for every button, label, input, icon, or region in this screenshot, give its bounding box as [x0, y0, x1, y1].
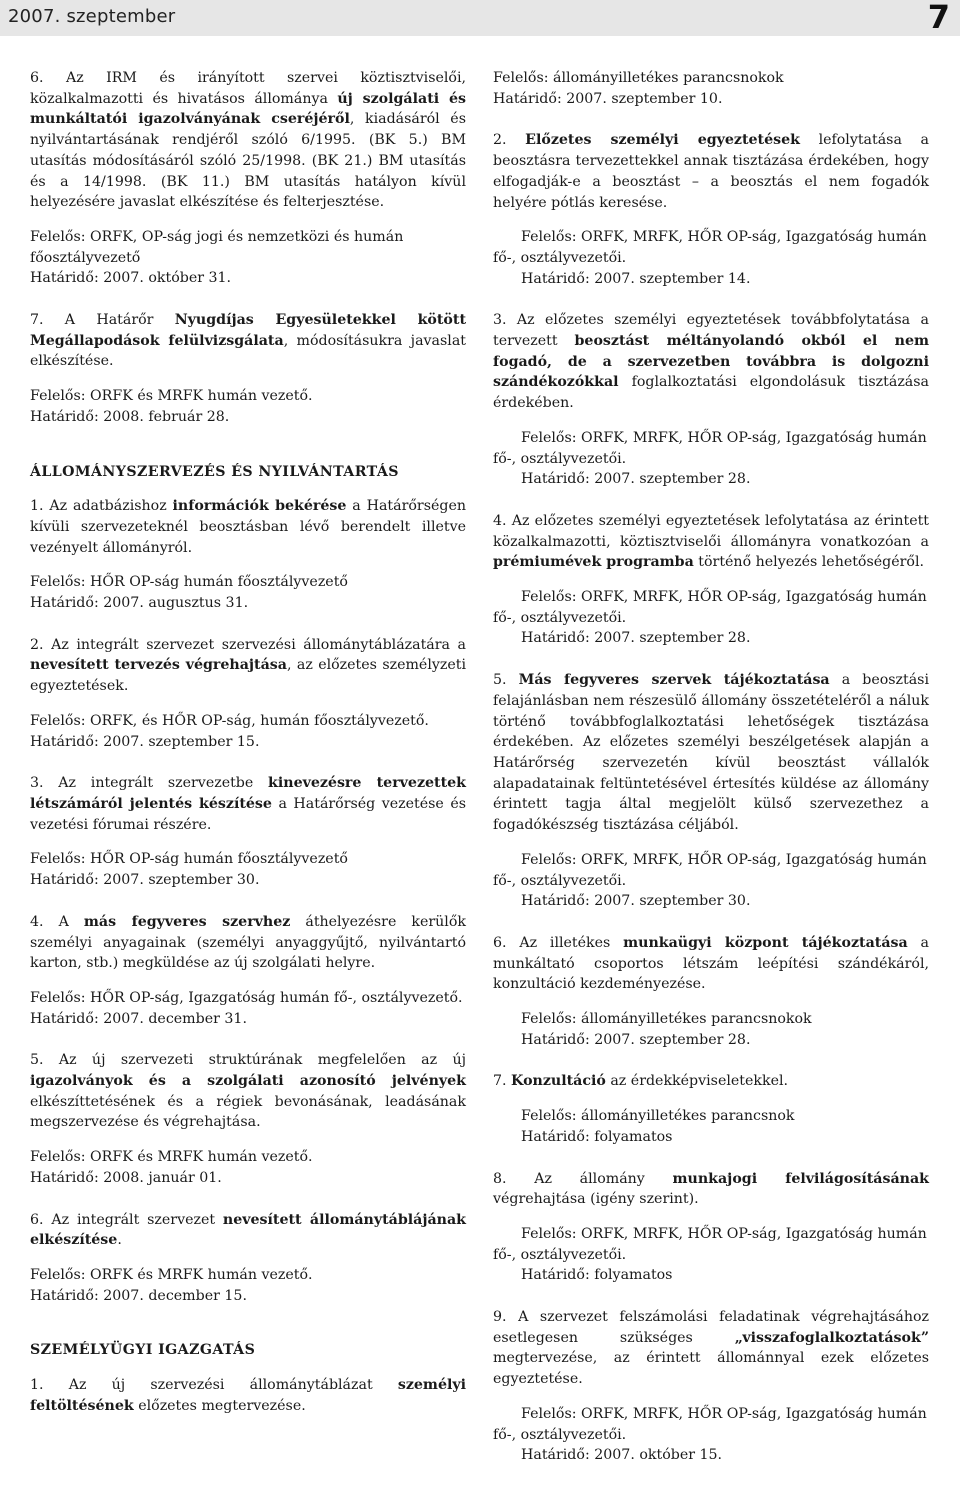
section-heading-allomanyszervezes: ÁLLOMÁNYSZERVEZÉS ÉS NYILVÁNTARTÁS: [30, 463, 399, 480]
page-number: 7: [927, 0, 950, 36]
right-column: [493, 68, 929, 1487]
deadline-label: Határidő: [521, 270, 585, 287]
szemelyugyi-item-8: 8. Az állomány munkajogi felvilágosításának végrehajtása (igény szerint).: [493, 1170, 929, 1208]
item-7-responsibility: Felelős: ORFK és MRFK humán vezető. Határidő: 2008. február 28.: [30, 388, 313, 425]
page-header: [0, 0, 960, 36]
deadline-label: Határidő: [30, 595, 94, 612]
szemelyugyi-item-2: 2. Előzetes személyi egyeztetések lefolytatása a beosztásra tervezettekkel annak tisztázása érdekében, hogy elfogadják-e a beosztást – a beosztás el nem fogadók helyére pótlás keresése.: [493, 132, 929, 211]
deadline-label: Határidő: [521, 630, 585, 647]
szemelyugyi-item-3-responsibility: Felelős: ORFK, MRFK, HŐR OP-ság, Igazgatóság humán fő-, osztályvezetői. Határidő: 2007. szeptember 28.: [493, 429, 927, 488]
responsible-label: Felelős: [521, 1011, 572, 1028]
allomany-item-3: 3. Az integrált szervezetbe kinevezésre tervezettek létszámáról jelentés készítése a Határőrség vezetése és vezetési fórumai részére.: [30, 775, 466, 833]
szemelyugyi-item-1: 1. Az új szervezési állománytáblázat személyi feltöltésének előzetes megtervezése.: [30, 1377, 466, 1414]
responsible-label: Felelős: [521, 429, 572, 446]
deadline-label: Határidő: [30, 1010, 94, 1027]
responsible-label: Felelős: [521, 851, 572, 868]
deadline-label: Határidő: [30, 872, 94, 889]
left-column: [30, 68, 466, 1430]
deadline-label: Határidő: [30, 733, 94, 750]
responsible-label: Felelős: [30, 1266, 81, 1283]
allomany-item-6-responsibility: Felelős: ORFK és MRFK humán vezető. Határidő: 2007. december 15.: [30, 1266, 313, 1304]
responsible-label: Felelős: [30, 228, 81, 245]
deadline-label: Határidő: [521, 1447, 585, 1464]
deadline-label: Határidő: [521, 1031, 585, 1048]
szemelyugyi-item-4-responsibility: Felelős: ORFK, MRFK, HŐR OP-ság, Igazgatóság humán fő-, osztályvezetői. Határidő: 2007. szeptember 28.: [493, 589, 927, 647]
szemelyugyi-item-5-responsibility: Felelős: ORFK, MRFK, HŐR OP-ság, Igazgatóság humán fő-, osztályvezetői. Határidő: 2007. szeptember 30.: [493, 851, 927, 910]
responsible-label: Felelős: [521, 589, 572, 606]
szemelyugyi-item-9-responsibility: Felelős: ORFK, MRFK, HŐR OP-ság, Igazgatóság humán fő-, osztályvezetői. Határidő: 2007. október 15.: [493, 1405, 927, 1464]
allomany-item-2: 2. Az integrált szervezet szervezési állománytáblázatára a nevesített tervezés végrehajtása, az előzetes személyzeti egyeztetések.: [30, 636, 466, 695]
allomany-item-4-responsibility: Felelős: HŐR OP-ság, Igazgatóság humán fő-, osztályvezető. Határidő: 2007. december 31.: [30, 989, 463, 1027]
responsible-label: Felelős: [30, 712, 81, 729]
responsible-label: Felelős: [30, 574, 81, 591]
szemelyugyi-item-2-responsibility: Felelős: ORFK, MRFK, HŐR OP-ság, Igazgatóság humán fő-, osztályvezetői. Határidő: 2007. szeptember 14.: [493, 229, 927, 287]
responsible-label: Felelős: [493, 70, 544, 86]
deadline-label: Határidő: [521, 1267, 585, 1284]
responsible-label: Felelős: [521, 1108, 572, 1125]
szemelyugyi-item-8-responsibility: Felelős: ORFK, MRFK, HŐR OP-ság, Igazgatóság humán fő-, osztályvezetői. Határidő: folyamatos: [493, 1225, 927, 1284]
szemelyugyi-item-3: 3. Az előzetes személyi egyeztetések továbbfolytatása a tervezett beosztást méltányolandó okból el nem fogadó, de a szervezetben továbbra is dolgozni szándékozókkal foglalkoztatási elgondolásuk tisztázása érdekében.: [493, 312, 929, 412]
szemelyugyi-item-6-responsibility: Felelős: állományilletékes parancsnokok Határidő: 2007. szeptember 28.: [521, 1011, 812, 1048]
deadline-label: Határidő: [493, 90, 557, 107]
szemelyugyi-item-9: 9. A szervezet felszámolási feladatinak végrehajtásához esetlegesen szükséges „visszafoglalkoztatások” megtervezése, az érintett állománnyal ezek előzetes egyeztetése.: [493, 1309, 929, 1388]
responsible-label: Felelős: [521, 229, 572, 246]
item-6-responsibility: Felelős: ORFK, OP-ság jogi és nemzetközi és humán főosztályvezető Határidő: 2007. október 31.: [30, 228, 404, 287]
allomany-item-3-responsibility: Felelős: HŐR OP-ság humán főosztályvezető Határidő: 2007. szeptember 30.: [30, 851, 348, 889]
deadline-label: Határidő: [30, 270, 94, 287]
allomany-item-4: 4. A más fegyveres szervhez áthelyezésre kerülők személyi anyagainak (személyi anyaggyűjtő, nyilvántartó karton, stb.) megküldése az új szolgálati helyre.: [30, 913, 466, 972]
responsible-label: Felelős: [30, 989, 81, 1006]
allomany-item-5: 5. Az új szervezeti struktúrának megfelelően az új igazolványok és a szolgálati azonosító jelvények elkészíttetésének és a régiek bevonásának, leadásának megszervezése és végrehajtása.: [30, 1052, 466, 1131]
allomany-item-5-responsibility: Felelős: ORFK és MRFK humán vezető. Határidő: 2008. január 01.: [30, 1149, 313, 1186]
header-date: 2007. szeptember: [8, 6, 176, 27]
deadline-label: Határidő: [30, 408, 94, 425]
deadline-label: Határidő: [30, 1287, 94, 1304]
responsible-label: Felelős: [30, 388, 81, 405]
responsible-label: Felelős: [521, 1405, 572, 1422]
szemelyugyi-item-6: 6. Az illetékes munkaügyi központ tájékoztatása a munkáltató csoportos létszám leépítési szándékáról, konzultáció kezdeményezése.: [493, 934, 929, 993]
allomany-item-2-responsibility: Felelős: ORFK, és HŐR OP-ság, humán főosztályvezető. Határidő: 2007. szeptember 15.: [30, 712, 429, 750]
allomany-item-1-responsibility: Felelős: HŐR OP-ság humán főosztályvezető Határidő: 2007. augusztus 31.: [30, 574, 348, 612]
szemelyugyi-item-1-responsibility: Felelős: állományilletékes parancsnokok Határidő: 2007. szeptember 10.: [493, 70, 784, 107]
szemelyugyi-item-7-responsibility: Felelős: állományilletékes parancsnok Határidő: folyamatos: [521, 1108, 795, 1145]
szemelyugyi-item-5: 5. Más fegyveres szervek tájékoztatása a beosztási felajánlásban nem részesülő állomány összetételéről a náluk történő továbbfoglalkoztatási lehetőségek tisztázása érdekében. Az előzetes személyi beszélgetések alapján a Határőrség szervezetén kívül beosztást vállalók alapadatainak feltüntetésével értesítés küldése az állomány érintett tagja által megjelölt külső szervezethez a fogadókészség tisztázása céljából.: [493, 672, 929, 834]
item-7-text: 7. A Határőr Nyugdíjas Egyesületekkel kötött Megállapodások felülvizsgálata, módosításukra javaslat elkészítése.: [30, 312, 466, 370]
szemelyugyi-item-4: 4. Az előzetes személyi egyeztetések lefolytatása az érintett közalkalmazotti, köztisztviselői állományra vonatkozóan a prémiumévek programba történő helyezés lehetőségéről.: [493, 512, 929, 571]
allomany-item-6: 6. Az integrált szervezet nevesített állománytáblájának elkészítése.: [30, 1211, 466, 1249]
responsible-label: Felelős: [30, 1149, 81, 1166]
responsible-label: Felelős: [521, 1225, 572, 1242]
item-6-text: 6. Az IRM és irányított szervei köztisztviselői, közalkalmazotti és hivatásos állománya új szolgálati és munkáltatói igazolványának cseréjéről, kiadásáról és nyilvántartásának rendjéről szóló 6/1995. (BK 5.) BM utasítás módosításáról szóló 25/1998. (BK 21.) BM utasítás és a 14/1998. (BK 11.) BM utasítás hatályon kívül helyezésére javaslat elkészítése és felterjesztése.: [30, 70, 466, 211]
deadline-label: Határidő: [521, 471, 585, 488]
section-heading-szemelyugyi: SZEMÉLYÜGYI IGAZGATÁS: [30, 1342, 256, 1359]
deadline-label: Határidő: [521, 1128, 585, 1145]
responsible-label: Felelős: [30, 851, 81, 868]
deadline-label: Határidő: [521, 893, 585, 910]
deadline-label: Határidő: [30, 1169, 94, 1186]
szemelyugyi-item-7: 7. Konzultáció az érdekképviseletekkel.: [493, 1073, 789, 1090]
allomany-item-1: 1. Az adatbázishoz információk bekérése a Határőrségen kívüli szervezeteknél beosztásban lévő berendelt illetve vezényelt állományról.: [30, 498, 466, 556]
